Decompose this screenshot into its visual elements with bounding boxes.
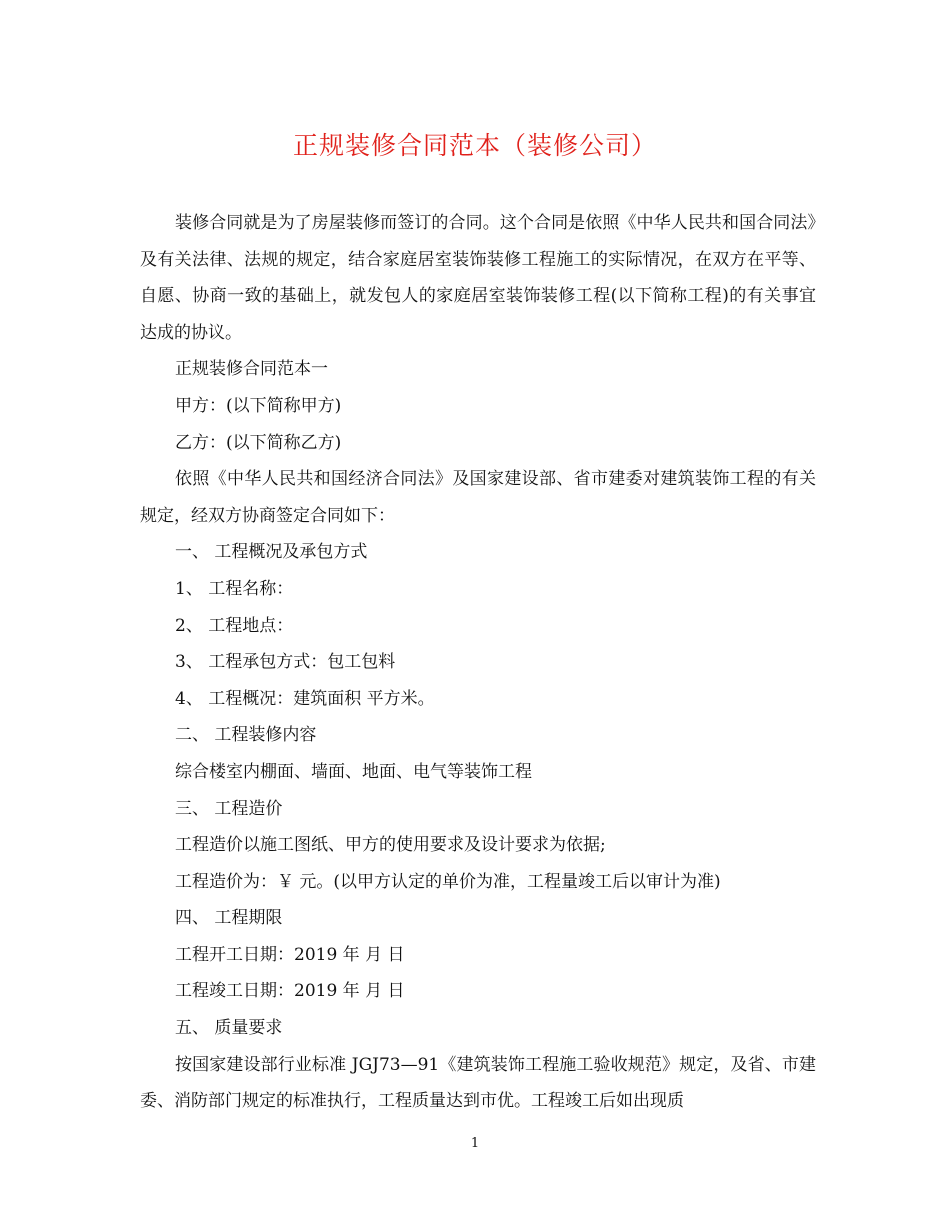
paragraph-cost-amount: 工程造价为：￥ 元。(以甲方认定的单价为准，工程量竣工后以审计为准) bbox=[175, 871, 721, 892]
paragraph-party-b: 乙方：(以下简称乙方) bbox=[175, 432, 342, 453]
section-heading-5: 五、 质量要求 bbox=[175, 1018, 283, 1039]
section-heading-1: 一、 工程概况及承包方式 bbox=[175, 542, 368, 563]
paragraph-sample-heading: 正规装修合同范本一 bbox=[175, 359, 328, 380]
paragraph-party-a: 甲方：(以下简称甲方) bbox=[175, 395, 342, 416]
section-heading-2: 二、 工程装修内容 bbox=[175, 725, 317, 746]
list-item-project-overview: 4、 工程概况：建筑面积 平方米。 bbox=[175, 688, 435, 709]
section-heading-4: 四、 工程期限 bbox=[175, 908, 283, 929]
paragraph-start-date: 工程开工日期：2019 年 月 日 bbox=[175, 944, 405, 965]
paragraph-basis: 依照《中华人民共和国经济合同法》及国家建设部、省市建委对建筑装饰工程的有关规定，经双方协商签定合同如下： bbox=[140, 469, 816, 526]
list-item-project-location: 2、 工程地点： bbox=[175, 615, 294, 636]
paragraph-cost-basis: 工程造价以施工图纸、甲方的使用要求及设计要求为依据; bbox=[175, 835, 606, 856]
document-body bbox=[140, 205, 816, 1120]
paragraph-scope: 综合楼室内棚面、墙面、地面、电气等装饰工程 bbox=[175, 761, 532, 782]
page-number: 1 bbox=[470, 1136, 480, 1151]
list-item-contract-method: 3、 工程承包方式：包工包料 bbox=[175, 652, 396, 673]
list-item-project-name: 1、 工程名称： bbox=[175, 578, 294, 599]
document-title: 正规装修合同范本（装修公司） bbox=[292, 131, 657, 160]
paragraph-end-date: 工程竣工日期：2019 年 月 日 bbox=[175, 981, 405, 1002]
paragraph-intro: 装修合同就是为了房屋装修而签订的合同。这个合同是依照《中华人民共和国合同法》及有关法律、法规的规定，结合家庭居室装饰装修工程施工的实际情况，在双方在平等、自愿、协商一致的基础上，就发包人的家庭居室装饰装修工程(以下简称工程)的有关事宜达成的协议。 bbox=[140, 213, 816, 343]
paragraph-quality: 按国家建设部行业标准 JGJ73—91《建筑装饰工程施工验收规范》规定，及省、市建委、消防部门规定的标准执行，工程质量达到市优。工程竣工后如出现质 bbox=[140, 1054, 816, 1112]
section-heading-3: 三、 工程造价 bbox=[175, 798, 283, 819]
